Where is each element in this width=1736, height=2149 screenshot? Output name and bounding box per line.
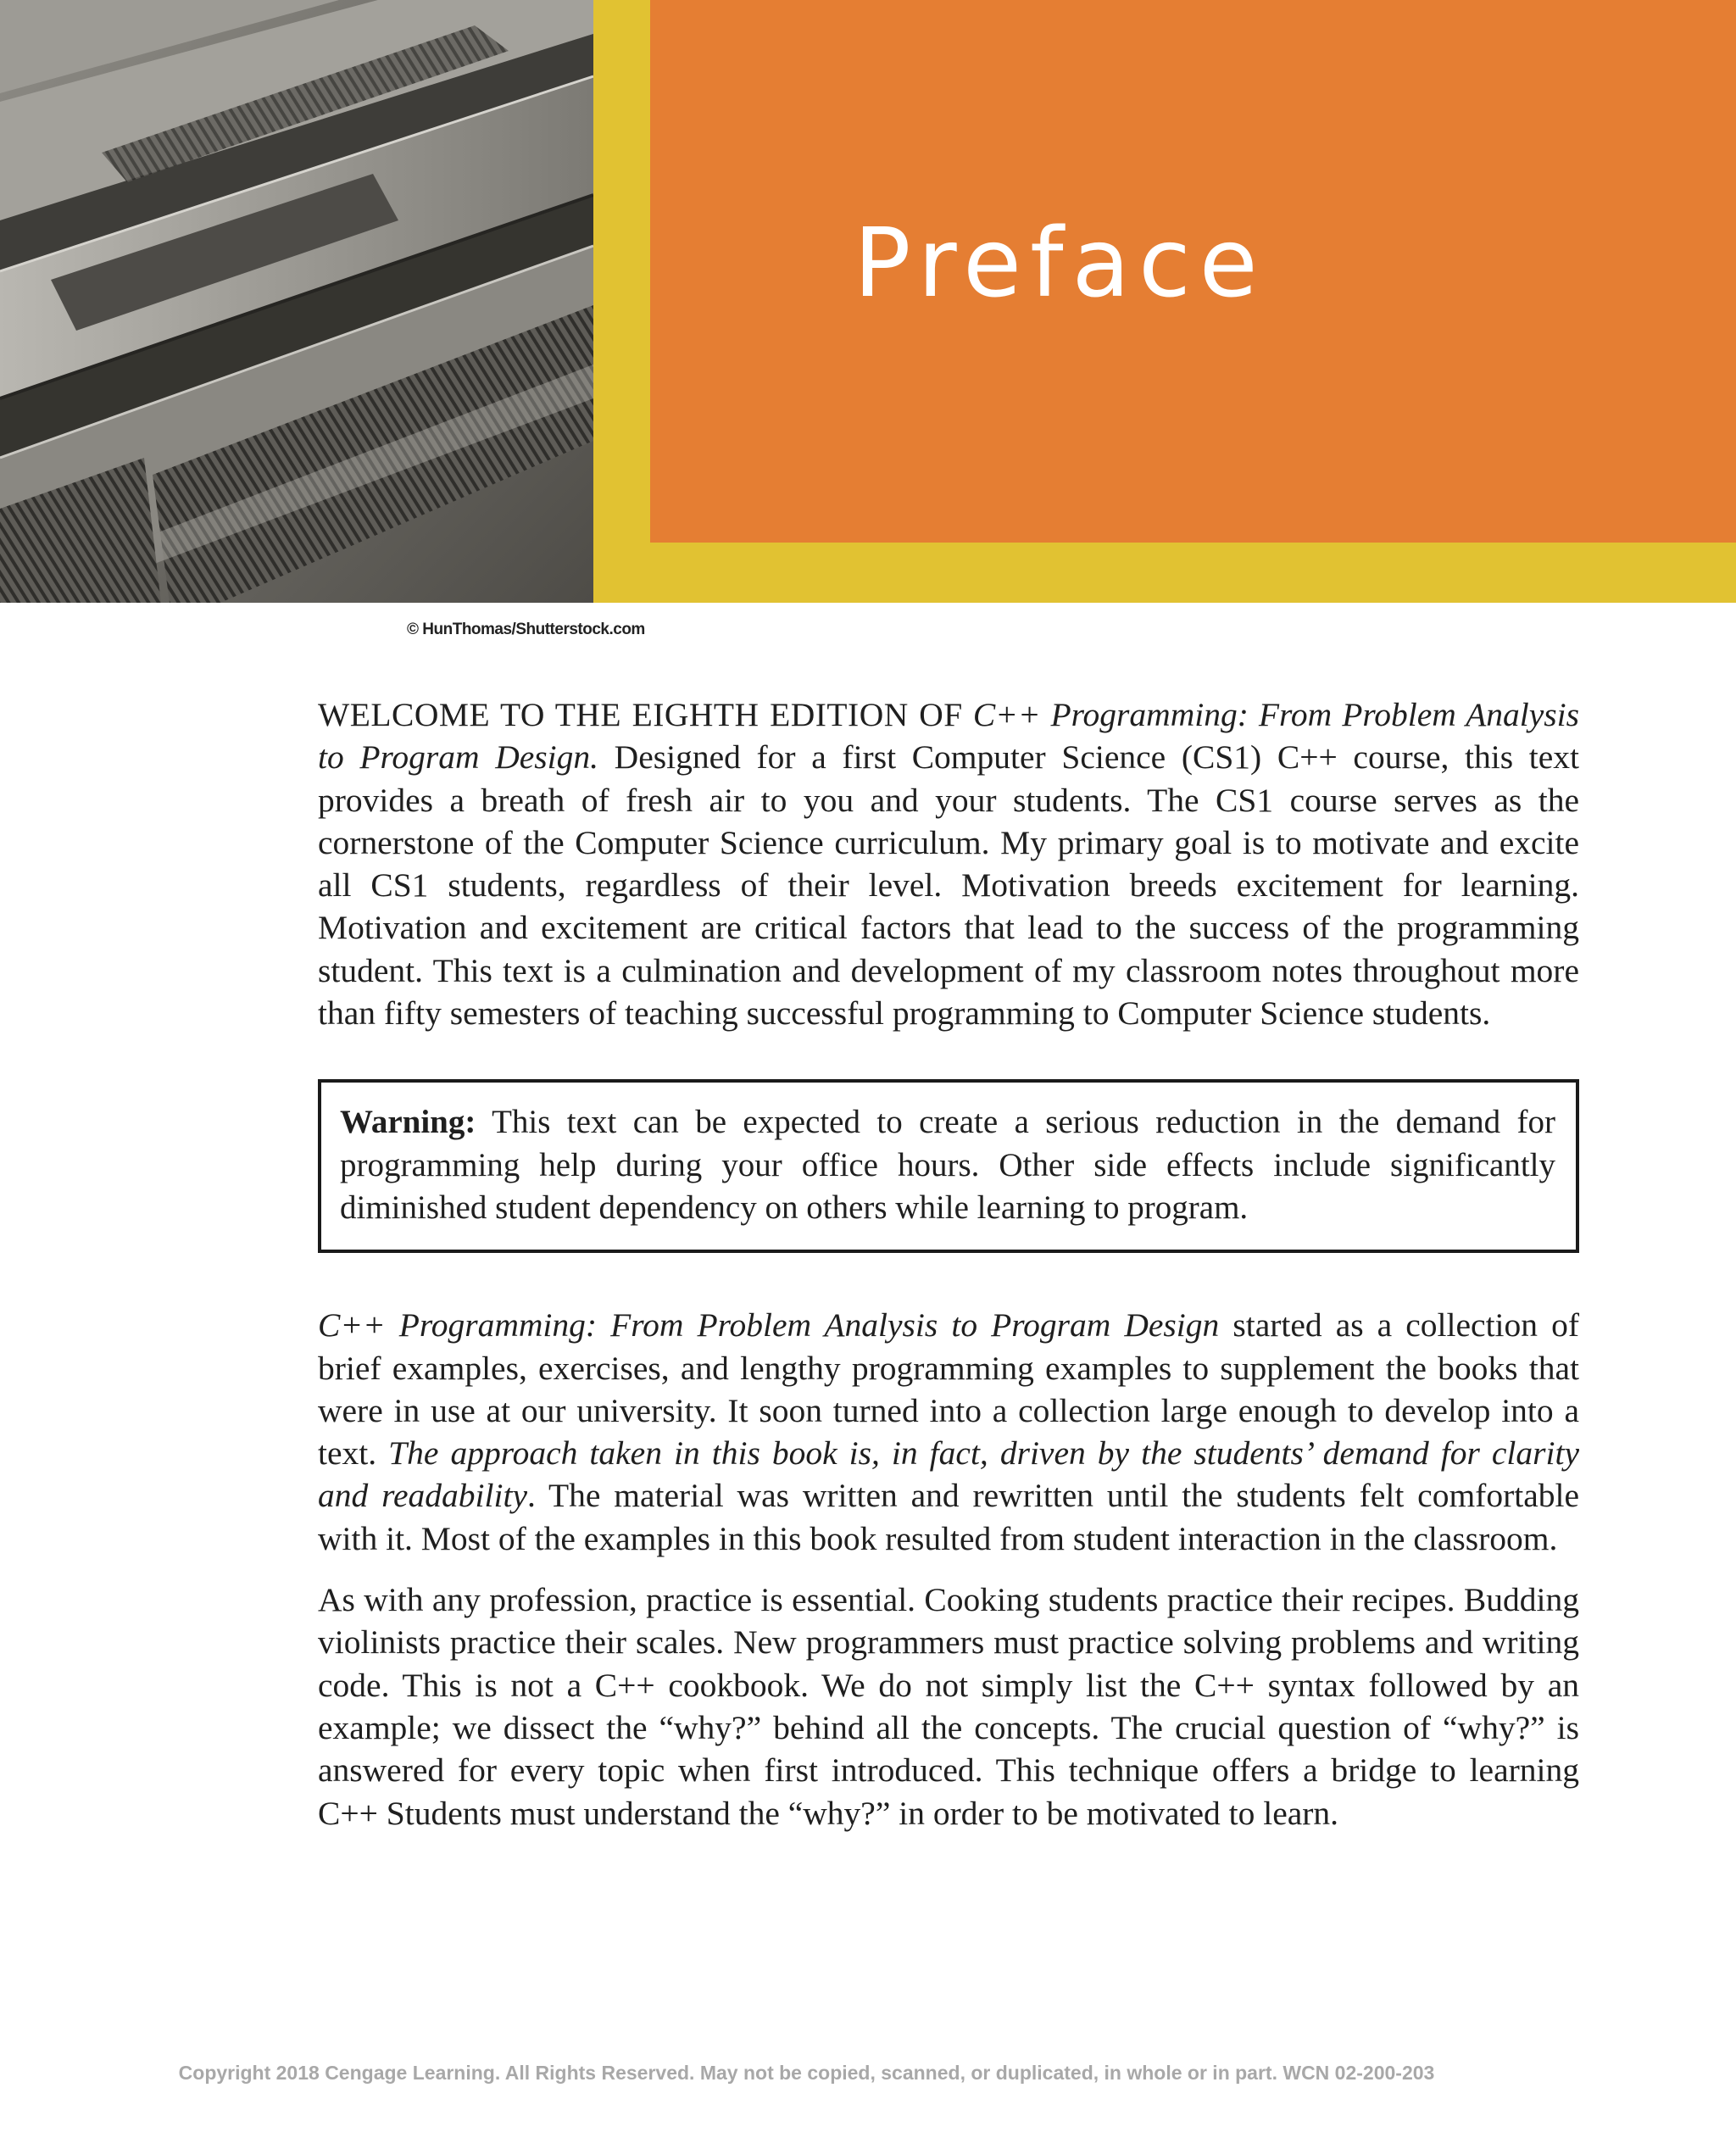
photo-credit: © HunThomas/Shutterstock.com: [407, 621, 645, 638]
warning-paragraph: [340, 1101, 1555, 1229]
warning-text: This text can be expected to create a serious reduction in the demand for programming help during your office hours. Other side effects include significantly diminished student dependency on others while learning to program.: [340, 1104, 1555, 1226]
warning-label: Warning:: [340, 1104, 476, 1141]
history-text-b: . The material was written and rewritten until the students felt comfortable with it. Most of the examples in this book resulted from student interaction in the classroom.: [318, 1477, 1579, 1557]
intro-paragraph: [318, 693, 1579, 1034]
warning-callout: [318, 1079, 1579, 1253]
title-panel: [650, 0, 1736, 543]
practice-paragraph: As with any profession, practice is essential. Cooking students practice their recipes. Budding violinists practice their scales. New programmers must practice solving problems and writing code. This is not a C++ cookbook. We do not simply list the C++ syntax followed by an example; we dissect the “why?” behind all the concepts. The crucial question of “why?” is answered for every topic when first introduced. This technique offers a bridge to learning C++ Students must understand the “why?” in order to be motivated to learn.: [318, 1581, 1579, 1832]
intro-text: Designed for a first Computer Science (CS1) C++ course, this text provides a breath of fresh air to you and your students. The CS1 course serves as the cornerstone of the Computer Science curriculum. My primary goal is to motivate and excite all CS1 students, regardless of their level. Motivation breeds excitement for learning. Motivation and excitement are critical factors that lead to the success of the programming student. This text is a culmination and development of my classroom notes throughout more than fifty semesters of teaching successful programming to Computer Science students.: [318, 738, 1580, 1033]
copyright-footer: Copyright 2018 Cengage Learning. All Rights Reserved. May not be copied, scanned, or duplicated, in whole or in part. WCN 02-200-203: [178, 2062, 1435, 2084]
header-banner: [0, 0, 1736, 603]
intro-lead-caps: WELCOME TO THE EIGHTH EDITION OF: [318, 696, 963, 733]
preface-body: [318, 693, 1579, 1834]
page-title: Preface: [854, 209, 1266, 319]
history-text-a: started as a collection of brief examples, exercises, and lengthy programming examples to supplement the books that were in use at our university. It soon turned into a collection large enough to develop into a text.: [318, 1306, 1579, 1473]
history-emphasis: The approach taken in this book is, in fact, driven by the students’ demand for clarity and readability: [318, 1434, 1579, 1515]
history-paragraph: [318, 1304, 1579, 1560]
intro-book-title: C++ Programming: From Problem Analysis to Program Design.: [318, 696, 1579, 777]
history-book-title: C++ Programming: From Problem Analysis to Program Design: [318, 1306, 1220, 1345]
building-photo: [0, 0, 593, 603]
